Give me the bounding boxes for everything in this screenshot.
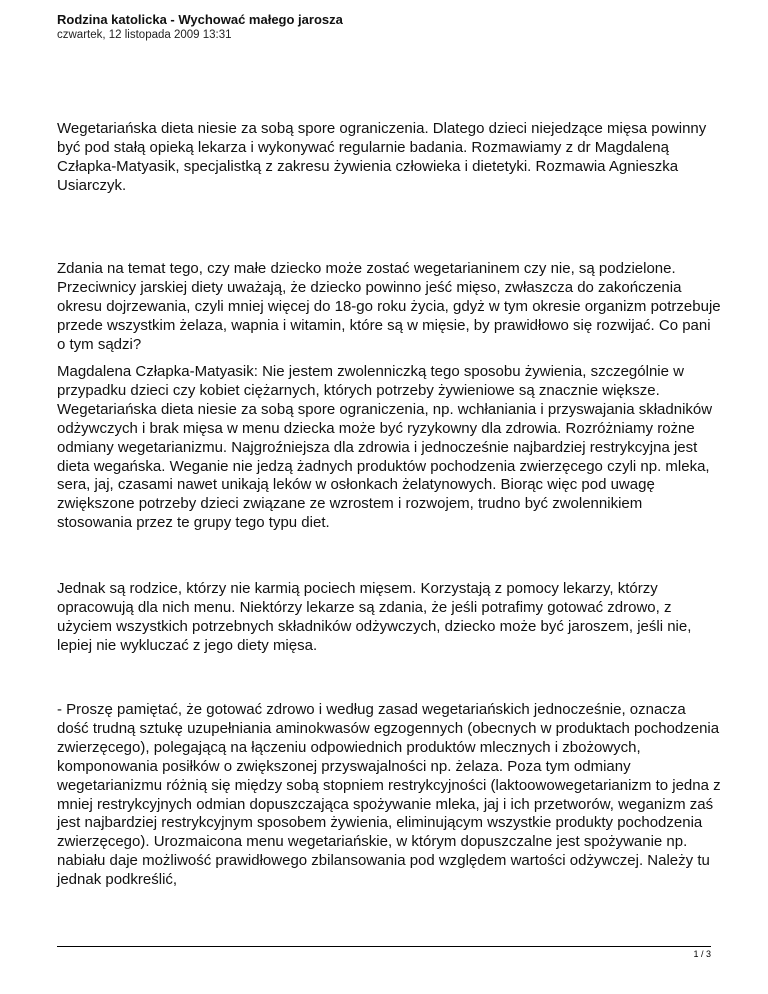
article-answer-paragraph: - Proszę pamiętać, że gotować zdrowo i według zasad wegetariańskich jednocześnie, oznacza dość trudną sztukę uzupełniania aminokwasów egzogennych (obecnych w produktach pochodzenia zwierzęcego), polegającą na łączeniu odpowiednich produktów mlecznych i zbożowych, komponowania posiłków o zwiększonej przyswajalności np. żelaza. Poza tym odmiany wegetarianizmu różnią się między sobą stopniem restrykcyjności (laktoowowegetarianizm to jedna z mniej restrykcyjnych odmian dopuszczająca spożywanie mleka, jaj i ich przetworów, weganizm zaś jest najbardziej restrykcyjnym sposobem żywienia, eliminującym wszystkie produkty pochodzenia zwierzęcego). Urozmaicona menu wegetariańskie, w którym dopuszczalne jest spożywanie np. nabiału daje możliwość prawidłowego zbilansowania pod względem wartości odżywczej. Należy tu jednak podkreślić, — [57, 701, 721, 889]
footer-divider — [57, 946, 711, 947]
article-question-paragraph: Zdania na temat tego, czy małe dziecko może zostać wegetarianinem czy nie, są podzielone. Przeciwnicy jarskiej diety uważają, że dziecko powinno jeść mięso, zwłaszcza do zakończenia okresu dojrzewania, czyli mniej więcej do 18-go roku życia, gdyż w tym okresie organizm potrzebuje przede wszystkim żelaza, wapnia i witamin, które są w mięsie, by prawidłowo się rozwijać. Co pani o tym sądzi? — [57, 260, 721, 353]
article-answer-paragraph: Magdalena Człapka-Matyasik: Nie jestem zwolenniczką tego sposobu żywienia, szczególnie w przypadku dzieci czy kobiet ciężarnych, których potrzeby żywieniowe są znacznie większe. Wegetariańska dieta niesie za sobą spore ograniczenia, np. wchłaniania i przyswajania składników odżywczych i brak mięsa w menu dziecka może być ryzykowny dla zdrowia. Rozróżniamy rożne odmiany wegetarianizmu. Najgroźniejsza dla zdrowia i jednocześnie najbardziej restrykcyjna jest dieta wegańska. Weganie nie jedzą żadnych produktów pochodzenia zwierzęcego czyli np. mleka, sera, jaj, czasami nawet unikają leków w osłonkach żelatynowych. Biorąc więc pod uwagę zwiększone potrzeby dzieci związane ze wzrostem i rozwojem, trudno być zwolennikiem stosowania przez te grupy tego typu diet. — [57, 363, 713, 532]
article-question-paragraph: Jednak są rodzice, którzy nie karmią pociech mięsem. Korzystają z pomocy lekarzy, którzy opracowują dla nich menu. Niektórzy lekarze są zdania, że jeśli potrafimy gotować zdrowo, z użyciem wszystkich potrzebnych składników odżywczych, dziecko może być jaroszem, jeśli nie, lepiej nie wykluczać z jego diety mięsa. — [57, 580, 692, 654]
article-lead-paragraph: Wegetariańska dieta niesie za sobą spore ograniczenia. Dlatego dzieci niejedzące mięsa powinny być pod stałą opieką lekarza i wykonywać regularnie badania. Rozmawiamy z dr Magdaleną Człapka-Matyasik, specjalistką z zakresu żywienia człowieka i dietetyki. Rozmawia Agnieszka Usiarczyk. — [57, 120, 707, 194]
document-date: czwartek, 12 listopada 2009 13:31 — [57, 29, 232, 41]
document-title: Rodzina katolicka - Wychować małego jarosza — [57, 12, 343, 27]
document-header — [57, 12, 717, 42]
page-number: 1 / 3 — [693, 949, 711, 959]
